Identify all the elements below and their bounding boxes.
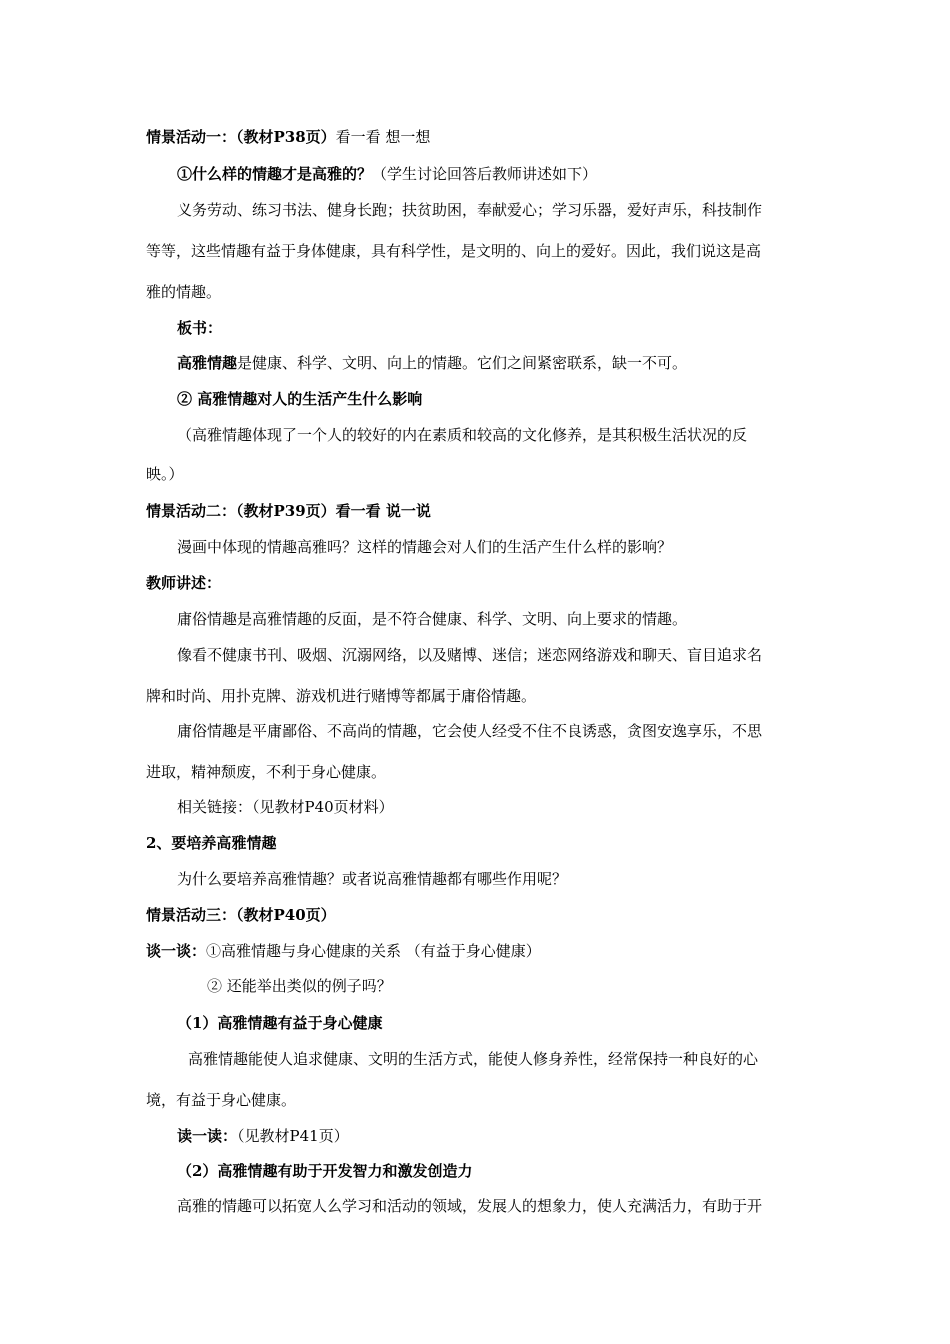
question-one-line bbox=[177, 164, 597, 184]
talk-label: 谈一谈： bbox=[146, 942, 207, 960]
talk-item-1: ①高雅情趣与身心健康的关系 （有益于身心健康） bbox=[206, 942, 541, 960]
blackboard-label: 板书： bbox=[177, 319, 223, 337]
teacher-paragraph-1: 庸俗情趣是高雅情趣的反面，是不符合健康、科学、文明、向上要求的情趣。 bbox=[177, 610, 688, 628]
activity-one-line bbox=[146, 127, 430, 147]
read-line bbox=[177, 1126, 349, 1146]
question-two: ② 高雅情趣对人的生活产生什么影响 bbox=[177, 390, 423, 408]
paragraph-one-line-2: 等等，这些情趣有益于身体健康，具有科学性，是文明的、向上的爱好。因此，我们说这是高 bbox=[146, 242, 762, 260]
talk-item-2: ② 还能举出类似的例子吗？ bbox=[207, 977, 392, 995]
teacher-label: 教师讲述： bbox=[146, 574, 222, 592]
paragraph-one-line-1: 义务劳动、练习书法、健身长跑；扶贫助困，奉献爱心；学习乐器，爱好声乐，科技制作 bbox=[177, 201, 763, 219]
teacher-paragraph-2-line-1: 像看不健康书刊、吸烟、沉溺网络，以及赌博、迷信；迷恋网络游戏和聊天、盲目追求名 bbox=[177, 646, 763, 664]
read-label: 读一读： bbox=[177, 1127, 238, 1145]
heading-two-line-1: 高雅的情趣可以拓宽人么学习和活动的领域，发展人的想象力，使人充满活力，有助于开 bbox=[177, 1197, 763, 1215]
paragraph-two-line-1: （高雅情趣体现了一个人的较好的内在素质和较高的文化修养，是其积极生活状况的反 bbox=[177, 426, 748, 444]
section-two-title: 2、要培养高雅情趣 bbox=[146, 834, 277, 852]
related-link: 相关链接：（见教材P40页材料） bbox=[177, 798, 394, 816]
heading-one: （1）高雅情趣有益于身心健康 bbox=[177, 1014, 383, 1032]
talk-line bbox=[146, 941, 541, 961]
question-one-note: （学生讨论回答后教师讲述如下） bbox=[372, 165, 598, 183]
blackboard-line bbox=[177, 353, 687, 373]
activity-one-title: 情景活动一：（教材P38页） bbox=[146, 128, 336, 146]
read-reference: （见教材P41页） bbox=[237, 1127, 349, 1145]
blackboard-definition: 是健康、科学、文明、向上的情趣。它们之间紧密联系，缺一不可。 bbox=[237, 354, 688, 372]
paragraph-one-line-3: 雅的情趣。 bbox=[146, 283, 222, 301]
heading-one-line-2: 境，有益于身心健康。 bbox=[146, 1091, 297, 1109]
section-two-question: 为什么要培养高雅情趣？或者说高雅情趣都有哪些作用呢？ bbox=[177, 870, 568, 888]
activity-three-title: 情景活动三：（教材P40页） bbox=[146, 906, 336, 924]
heading-one-line-1: 高雅情趣能使人追求健康、文明的生活方式，能使人修身养性，经常保持一种良好的心 bbox=[188, 1050, 759, 1068]
teacher-paragraph-3-line-1: 庸俗情趣是平庸鄙俗、不高尚的情趣，它会使人经受不住不良诱惑，贪图安逸享乐，不思 bbox=[177, 722, 763, 740]
heading-two: （2）高雅情趣有助于开发智力和激发创造力 bbox=[177, 1162, 473, 1180]
activity-two-question: 漫画中体现的情趣高雅吗？这样的情趣会对人们的生活产生什么样的影响？ bbox=[177, 538, 673, 556]
question-one: ①什么样的情趣才是高雅的？ bbox=[177, 165, 373, 183]
activity-two-title: 情景活动二：（教材P39页）看一看 说一说 bbox=[146, 502, 431, 520]
teacher-paragraph-3-line-2: 进取，精神颓废，不利于身心健康。 bbox=[146, 763, 387, 781]
teacher-paragraph-2-line-2: 牌和时尚、用扑克牌、游戏机进行赌博等都属于庸俗情趣。 bbox=[146, 687, 537, 705]
activity-one-subtitle: 看一看 想一想 bbox=[335, 128, 431, 146]
blackboard-term: 高雅情趣 bbox=[177, 354, 238, 372]
paragraph-two-line-2: 映。） bbox=[146, 465, 184, 483]
